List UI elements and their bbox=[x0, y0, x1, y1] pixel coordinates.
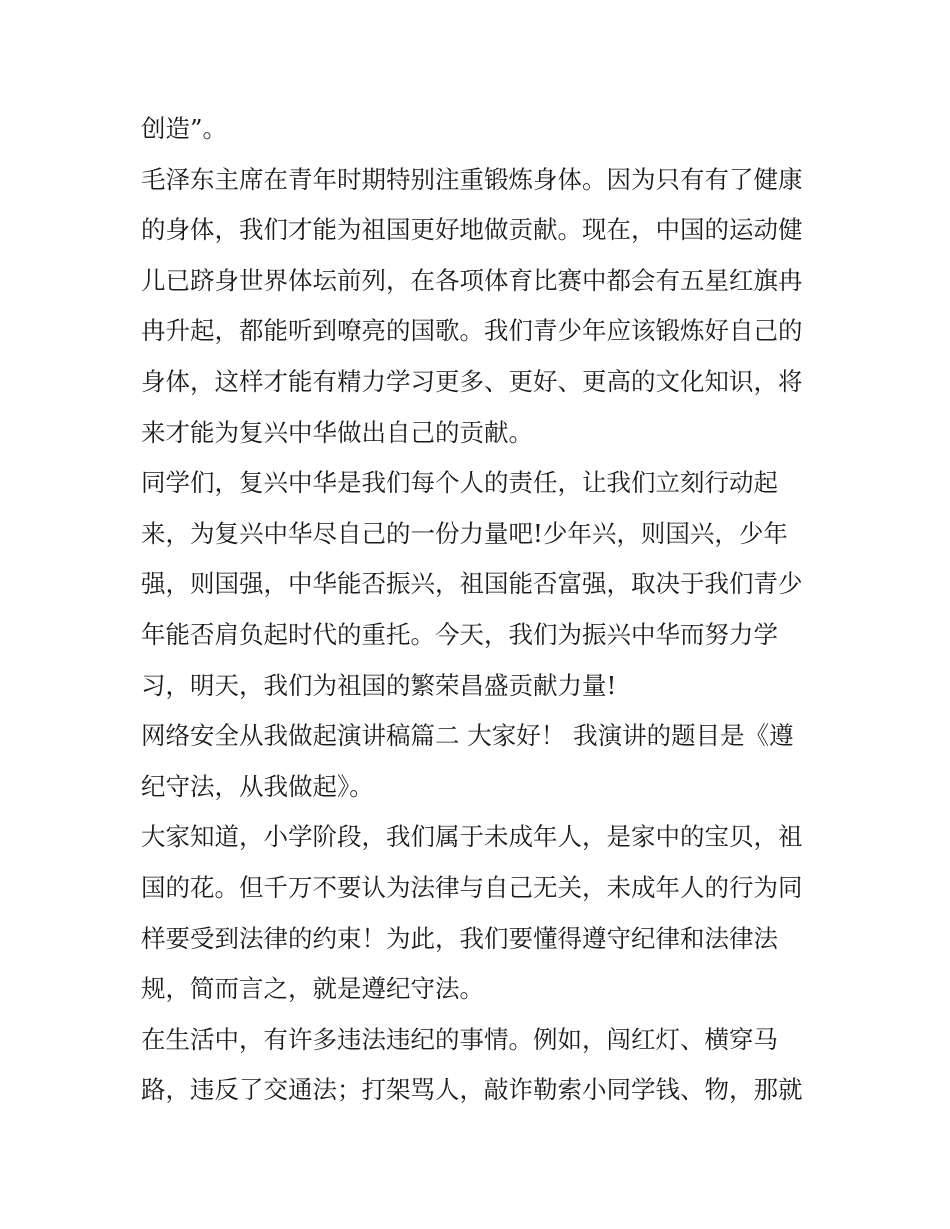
text-line: 纪守法，从我做起》。 bbox=[141, 771, 374, 801]
text-line: 创造”。 bbox=[141, 114, 228, 143]
text-line: 习，明天，我们为祖国的繁荣昌盛贡献力量! bbox=[141, 670, 617, 700]
text-line: 冉升起，都能听到嘹亮的国歌。我们青少年应该锻炼好自己的 bbox=[141, 316, 803, 346]
text-line: 年能否肩负起时代的重托。今天，我们为振兴中华而努力学 bbox=[141, 619, 778, 649]
text-line: 儿已跻身世界体坛前列，在各项体育比赛中都会有五星红旗冉 bbox=[141, 265, 803, 295]
text-line: 来，为复兴中华尽自己的一份力量吧!少年兴，则国兴，少年 bbox=[141, 518, 788, 548]
text-line: 规，简而言之，就是遵纪守法。 bbox=[141, 974, 484, 1004]
document-body bbox=[141, 104, 831, 1116]
text-line: 大家知道，小学阶段，我们属于未成年人，是家中的宝贝，祖 bbox=[141, 822, 803, 852]
text-line: 网络安全从我做起演讲稿篇二 大家好！ 我演讲的题目是《遵 bbox=[141, 721, 794, 751]
text-line: 同学们，复兴中华是我们每个人的责任，让我们立刻行动起 bbox=[141, 468, 778, 498]
text-line: 来才能为复兴中华做出自己的贡献。 bbox=[141, 417, 533, 447]
text-line: 的身体，我们才能为祖国更好地做贡献。现在，中国的运动健 bbox=[141, 215, 803, 245]
text-line: 毛泽东主席在青年时期特别注重锻炼身体。因为只有有了健康 bbox=[141, 164, 803, 194]
text-line: 强，则国强，中华能否振兴，祖国能否富强，取决于我们青少 bbox=[141, 569, 803, 599]
text-line: 路，违反了交通法；打架骂人，敲诈勒索小同学钱、物，那就 bbox=[141, 1075, 803, 1105]
text-line: 国的花。但千万不要认为法律与自己无关，未成年人的行为同 bbox=[141, 872, 803, 902]
text-line: 样要受到法律的约束！为此，我们要懂得遵守纪律和法律法 bbox=[141, 923, 778, 953]
text-line: 在生活中，有许多违法违纪的事情。例如，闯红灯、横穿马 bbox=[141, 1024, 778, 1054]
text-line: 身体，这样才能有精力学习更多、更好、更高的文化知识，将 bbox=[141, 366, 803, 396]
